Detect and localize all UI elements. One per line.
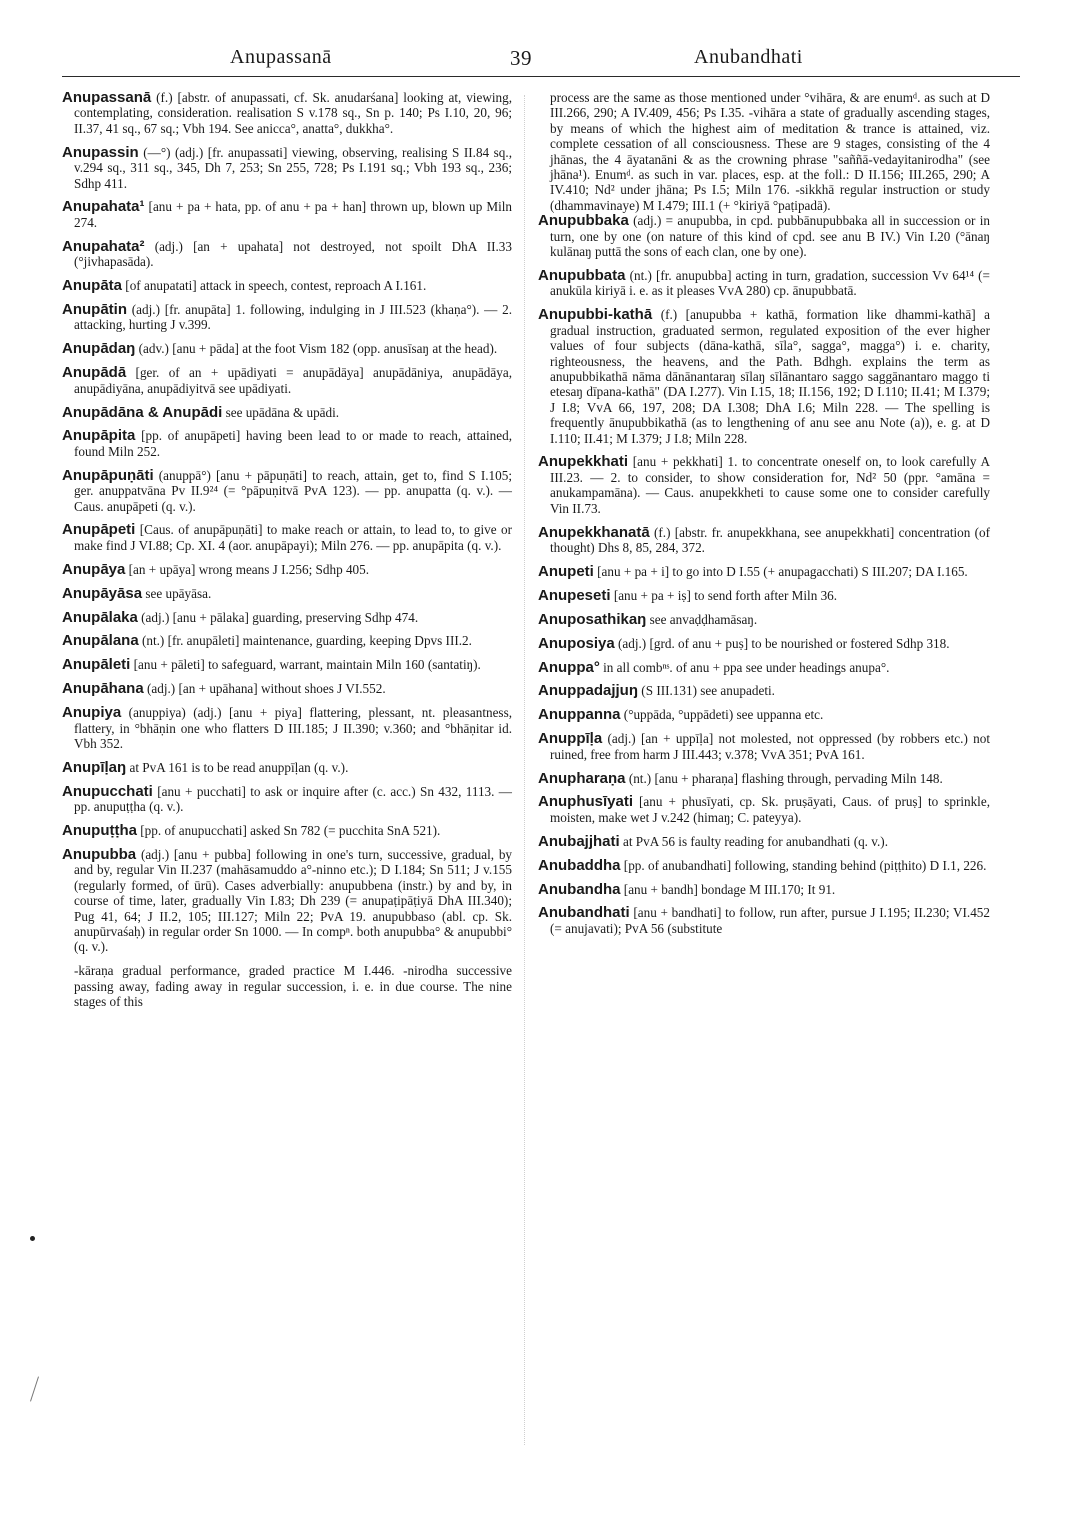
entry-definition: (—°) (adj.) [fr. anupassati] viewing, observing, realising S II.84 sq., v.294 sq., 311 sq., 345, Dh 7, 253; Sn 255, 728; Ps I.191 sq.; Vbh 193 sq., 236; Sdhp 411. <box>74 144 512 191</box>
entry-headword: Anupuṭṭha <box>62 822 137 840</box>
entry-definition: [anu + pāleti] to safeguard, warrant, maintain Miln 160 (santatiŋ). <box>133 657 481 673</box>
entry-definition: (adj.) [anu + pubba] following in one's turn, successive, gradual, by and by, regular Vin II.237 (mahāsamuddo a°-ninno etc.); D I.184; Sn 511; J v.155 (regularly formed, of ūrū). Cases adverbially: anupubbena (instr.) by and by, in course of time, later, gradually Vin I.83; Dh 239 (= anupaṭipāṭiyā DhA III.340); Pug 41, 64; J II.2, 105; III.127; Miln 22; PvA 19. anupubbaso (abl. cp. Sk. anupūrvaśaḥ) in regular order Sn 1000. — In compⁿ. both anupubba° & anupubbi° (q. v.). <box>74 847 513 955</box>
dictionary-entry <box>538 268 990 299</box>
entry-definition: [Caus. of anupāpuṇāti] to make reach or attain, to lead to, to give or make find J VI.88; Cp. XI. 4 (aor. anupāpayi); Miln 276. — pp. anupāpita (q. v.). <box>74 522 512 553</box>
dictionary-entry <box>62 963 512 1009</box>
dictionary-entry <box>538 683 990 698</box>
entry-definition: [an + upāya] wrong means J I.256; Sdhp 405. <box>128 561 370 577</box>
dictionary-entry <box>62 278 512 293</box>
entry-headword: Anuppīḷa <box>538 730 603 748</box>
entry-definition: at PvA 161 is to be read anuppīḷan (q. v.). <box>129 759 349 775</box>
entry-headword: Anupāyāsa <box>62 584 143 602</box>
entry-definition: (nt.) [fr. anupāleti] maintenance, guarding, keeping Dpvs III.2. <box>141 633 472 649</box>
entry-definition: [anu + pa + hata, pp. of anu + pa + han] thrown up, blown up Miln 274. <box>74 199 513 230</box>
entry-headword: Anupassanā <box>62 89 152 106</box>
entry-headword: Anubaddha <box>538 856 621 874</box>
dictionary-entry <box>62 760 512 775</box>
entry-headword: Anubandha <box>538 880 621 898</box>
entry-definition: (adj.) [an + upahata] not destroyed, not spoilt DhA II.33 (°jivhapasāda). <box>74 238 512 270</box>
dictionary-entry <box>62 633 512 648</box>
entry-headword: Anupubbata <box>538 266 626 284</box>
entry-headword: Anupāpeti <box>62 521 136 539</box>
entry-definition: (adj.) [grd. of anu + puṣ] to be nourished or fostered Sdhp 318. <box>617 635 950 651</box>
dictionary-entry <box>62 199 512 230</box>
dictionary-entry <box>538 454 990 516</box>
entry-definition: [anu + pa + i] to go into D I.55 (+ anupagacchati) S III.207; DA I.165. <box>597 563 968 579</box>
right-column <box>538 90 990 945</box>
entry-definition: (adj.) [anu + pālaka] guarding, preserving Sdhp 474. <box>141 609 419 625</box>
entry-headword: Anuppanna <box>538 706 621 724</box>
dictionary-entry <box>62 586 512 601</box>
entry-definition: process are the same as those mentioned under °vihāra, & are enumᵈ. as such at D III.266, 290; A IV.409, 456; Ps I.35. -vihāra a state of gradually ascending stages, by means of which the highest aim of meditation & trance is attained, viz. complete cessation of all consciousness. These are 9 stages, consisting of the 4 jhānas, the 4 āyatanāni & as the crowning phrase "saññā-vedayitanirodha" (see jhāna¹). Enumᵈ. as such in var. places, esp. at the foll.: D II.156; III.265, 290; A IV.410; Nd² under jhāna; Ps I.5; Miln 176. -sikkhā regular instruction or study (dhammavinaye) M I.479; III.1 (+ °kiriyā °paṭipadā). <box>550 90 990 213</box>
dictionary-entry <box>538 90 990 213</box>
entry-definition: see upāyāsa. <box>145 585 212 601</box>
dictionary-entry <box>62 610 512 625</box>
entry-headword: Anupucchati <box>62 782 153 800</box>
entry-headword: Anupiya <box>62 704 122 722</box>
entry-headword: Anupahata² <box>62 237 145 255</box>
entry-headword: Anupāhana <box>62 680 144 698</box>
entry-headword: Anupālaka <box>62 608 138 626</box>
entry-definition: (f.) [abstr. fr. anupekkhana, see anupekkhati] concentration (of thought) Dhs 8, 85, 284, 372. <box>550 524 991 555</box>
entry-definition: see anvaḍḍhamāsaŋ. <box>649 611 758 627</box>
entry-definition: (nt.) [anu + pharaṇa] flashing through, pervading Miln 148. <box>628 770 943 786</box>
entry-definition: [anu + pucchati] to ask or inquire after (c. acc.) Sn 432, 1113. — pp. anupuṭṭha (q. v.). <box>74 783 512 815</box>
dictionary-entry <box>62 341 512 356</box>
entry-definition: (adj.) [an + upāhana] without shoes J VI.552. <box>146 681 386 697</box>
entry-headword: Anupāta <box>62 277 122 295</box>
entry-headword: Anupubba <box>62 846 137 864</box>
entry-definition: [anu + bandhati] to follow, run after, pursue J I.195; II.230; VI.452 (= anujavati); PvA 56 (substitute <box>550 905 990 936</box>
entry-definition: [ger. of an + upādiyati = anupādāya] anupādāniya, anupādāya, anupādiyāna, anupādiyitvā see upādiyati. <box>74 365 513 396</box>
entry-headword: Anupubbaka <box>538 212 629 230</box>
entry-definition: [anu + phusīyati, cp. Sk. pruṣāyati, Caus. of pruṣ] to sprinkle, moisten, make wet J v.242 (himaŋ; C. pateyya). <box>550 794 990 825</box>
entry-headword: Anuppa° <box>538 658 600 676</box>
margin-mark <box>30 1376 39 1401</box>
entry-headword: Anupālana <box>62 632 139 650</box>
entry-definition: [of anupatati] attack in speech, contest, reproach A I.161. <box>125 278 427 294</box>
dictionary-entry <box>538 612 990 627</box>
entry-headword: Anupassin <box>62 143 139 161</box>
page-header <box>62 42 1020 77</box>
entry-definition: [anu + bandh] bondage M III.170; It 91. <box>623 881 836 897</box>
entry-headword: Anupātin <box>62 300 127 318</box>
dictionary-entry <box>538 307 990 446</box>
entry-definition: (anuppā°) [anu + pāpuṇāti] to reach, attain, get to, find S I.105; ger. anuppatvāna Pv II.9²⁴ (= °pāpuṇitvā PvA 123). — pp. anupatta (q. v.). — Caus. anupāpeti (q. v.). <box>74 467 513 514</box>
dictionary-entry <box>62 365 512 396</box>
entry-definition: (nt.) [fr. anupubba] acting in turn, gradation, succession Vv 64¹⁴ (= anukūla kiriyā i. e. as it pleases VvA 280) cp. ānupubbatā. <box>550 267 990 299</box>
dictionary-entry <box>62 90 512 136</box>
dictionary-entry <box>538 794 990 825</box>
dictionary-entry <box>538 905 990 936</box>
dictionary-entry <box>62 302 512 333</box>
dictionary-entry <box>62 784 512 815</box>
entry-definition: (f.) [anupubba + kathā, formation like dhammi-kathā] a gradual instruction, graduated sermon, regulated exposition of the ever higher values of four subjects (dāna-kathā, sīla°, sagga°, magga°) i. e. charity, righteousness, the heavens, and the Path. Bdhgh. explains the term as anupubbikathā nāma dānānantaraŋ sīlaŋ sīlānantaro saggo saggānantaro maggo ti etesaŋ dīpana-kathā" (DA I.277). Vin I.15, 18; II.156, 192; D I.110; II.41; M I.379; J I.8; VvA 66, 197, 208; DA I.308; DhA I.6; Miln 228. — The spelling is frequently ānupubbikathā (as to lengthening of anu see anu Note (a)), e. g. at D I.110; II.41; M I.379; J I.8; Miln 228. <box>550 307 990 446</box>
dictionary-entry <box>62 428 512 459</box>
entry-headword: Anupīḷaŋ <box>62 758 127 776</box>
dictionary-entry <box>538 771 990 786</box>
entry-definition: at PvA 56 is faulty reading for anubandhati (q. v.). <box>622 833 888 849</box>
entry-definition: see upādāna & upādi. <box>225 404 340 420</box>
entry-headword: Anupāleti <box>62 656 131 674</box>
entry-definition: [pp. of anubandhati] following, standing behind (piṭṭhito) D I.1, 226. <box>623 857 987 873</box>
dictionary-entry <box>62 522 512 553</box>
margin-dot <box>30 1236 35 1241</box>
entry-definition: (adj.) [an + uppīḷa] not molested, not oppressed (by robbers etc.) not ruined, free from harm J III.443; v.378; VvA 351; PvA 161. <box>550 731 991 762</box>
dictionary-entry <box>538 834 990 849</box>
header-left-guideword: Anupassanā <box>230 46 332 68</box>
entry-definition: (anuppiya) (adj.) [anu + piya] flattering, plessant, nt. pleasantness, flattery, in °bhāṇin one who flatters D III.185; J II.390; v.360; and °bhāṇitar id. Vbh 352. <box>74 705 512 751</box>
dictionary-entry <box>62 405 512 420</box>
entry-definition: (°uppāda, °uppādeti) see uppanna etc. <box>623 707 824 723</box>
entry-headword: Anubajjhati <box>538 832 620 850</box>
entry-headword: Anupādaŋ <box>62 340 136 358</box>
dictionary-entry <box>62 657 512 672</box>
entry-definition: -kāraṇa gradual performance, graded practice M I.446. -nirodha successive passing away, fading away in regular succession, i. e. in due course. The nine stages of this <box>74 963 512 1010</box>
entry-headword: Anuphusīyati <box>538 793 634 811</box>
dictionary-entry <box>62 468 512 514</box>
page-number: 39 <box>510 46 532 70</box>
entry-definition: [anu + pekkhati] 1. to concentrate oneself on, to look carefully A III.23. — 2. to consider, to show consideration for, Nd² 50 (ppr. °amāna = anukampamāna). — Caus. anupekkheti to cause some one to consider carefully Vin II.73. <box>550 454 991 516</box>
dictionary-entry <box>538 588 990 603</box>
entry-definition: [anu + pa + iṣ] to send forth after Miln 36. <box>613 587 838 603</box>
column-divider <box>524 95 525 1445</box>
entry-headword: Anupeseti <box>538 586 611 604</box>
entry-definition: (adj.) [fr. anupāta] 1. following, indulging in J III.523 (khaṇa°). — 2. attacking, hurting J v.399. <box>74 301 513 333</box>
entry-definition: in all combⁿˢ. of anu + ppa see under headings anupa°. <box>603 659 890 675</box>
entry-headword: Anupahata¹ <box>62 198 145 216</box>
entry-definition: [pp. of anupucchati] asked Sn 782 (= pucchita SnA 521). <box>140 823 441 839</box>
dictionary-entry <box>62 145 512 191</box>
entry-headword: Anupeti <box>538 562 594 580</box>
dictionary-entry <box>62 705 512 751</box>
dictionary-entry <box>62 847 512 955</box>
entry-definition: [pp. of anupāpeti] having been lead to or made to reach, attained, found Miln 252. <box>74 428 513 459</box>
entry-headword: Anuposathikaŋ <box>538 610 647 628</box>
dictionary-entry <box>538 882 990 897</box>
entry-headword: Anupekkhati <box>538 453 629 471</box>
header-right-guideword: Anubandhati <box>694 46 803 68</box>
dictionary-entry <box>538 858 990 873</box>
dictionary-entry <box>62 681 512 696</box>
dictionary-entry <box>62 239 512 270</box>
entry-headword: Anuposiya <box>538 634 615 652</box>
entry-headword: Anupharaṇa <box>538 769 626 787</box>
dictionary-entry <box>538 707 990 722</box>
dictionary-entry <box>538 525 990 556</box>
dictionary-entry <box>538 564 990 579</box>
dictionary-entry <box>538 636 990 651</box>
entry-headword: Anupāpuṇāti <box>62 466 154 484</box>
entry-definition: (adv.) [anu + pāda] at the foot Vism 182 (opp. anusīsaŋ at the head). <box>138 341 498 357</box>
left-column <box>62 90 512 1010</box>
entry-headword: Anubandhati <box>538 904 630 922</box>
dictionary-entry <box>538 213 990 259</box>
entry-headword: Anupādāna & Anupādi <box>62 403 223 421</box>
entry-headword: Anupekkhanatā <box>538 523 650 541</box>
entry-headword: Anuppadajjuŋ <box>538 682 638 700</box>
dictionary-entry <box>538 731 990 762</box>
entry-definition: (S III.131) see anupadeti. <box>641 683 775 699</box>
entry-definition: (f.) [abstr. of anupassati, cf. Sk. anudarśana] looking at, viewing, contemplating, consideration. realisation S v.178 sq., Sn p. 140; Ps I.10, 20, 96; II.37, 41 sq., 67 sq.; Vbh 194. See anicca°, anatta°, dukkha°. <box>74 90 512 136</box>
entry-headword: Anupāya <box>62 560 126 578</box>
entry-headword: Anupādā <box>62 364 127 382</box>
entry-definition: (adj.) = anupubba, in cpd. pubbānupubbaka all in succession or in turn, one by one (on nature of this kind of cpd. see anu B IV.) Vin I.20 (°ānaŋ kulānaŋ puttā the sons of each clan, one by one). <box>550 213 991 260</box>
entry-headword: Anupāpita <box>62 427 136 445</box>
entry-headword: Anupubbi-kathā <box>538 306 653 324</box>
dictionary-entry <box>62 562 512 577</box>
dictionary-entry <box>538 660 990 675</box>
dictionary-entry <box>62 823 512 838</box>
